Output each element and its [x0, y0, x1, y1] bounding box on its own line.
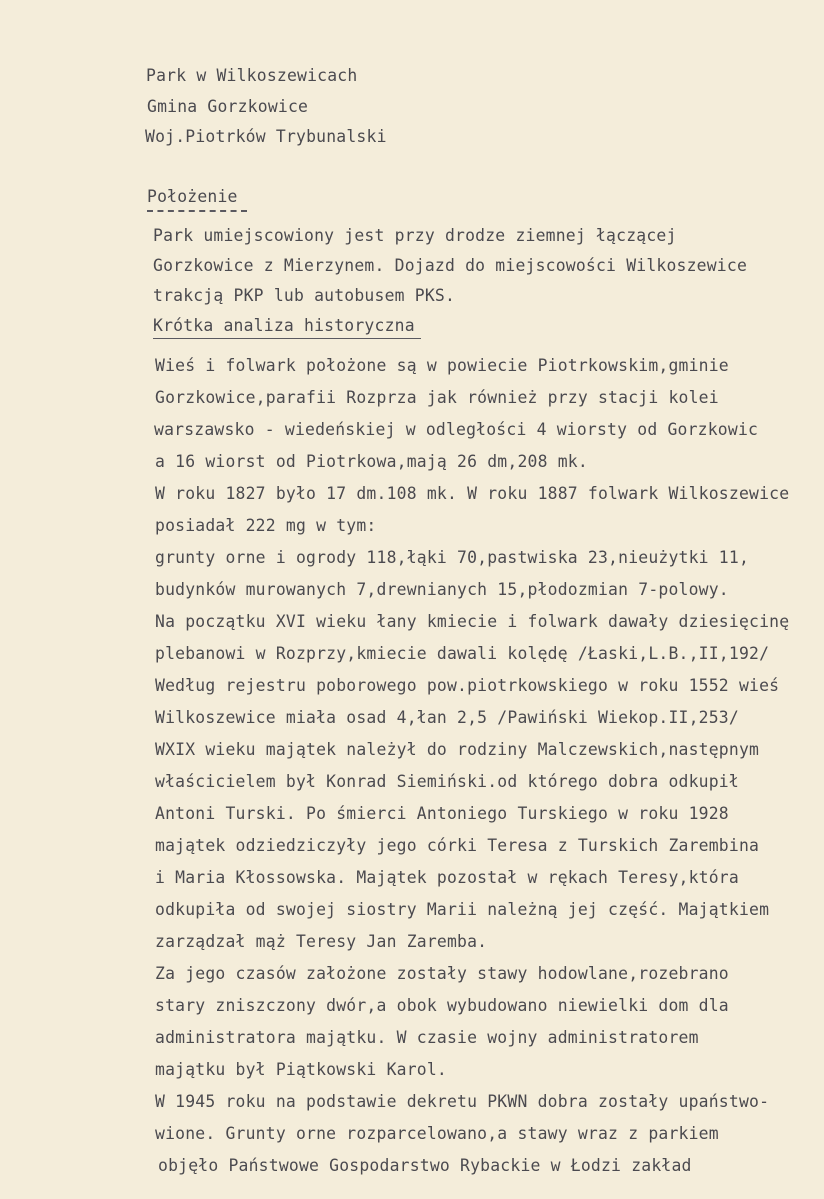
history-line: wione. Grunty orne rozparcelowano,a stawy wraz z parkiem — [155, 1124, 719, 1143]
header-line-wojewodztwo: Woj.Piotrków Trybunalski — [145, 127, 387, 146]
header-line-park: Park w Wilkoszewicach — [146, 66, 358, 85]
history-line: Na początku XVI wieku łany kmiecie i folwark dawały dziesięcinę — [155, 612, 790, 631]
location-line: trakcją PKP lub autobusem PKS. — [153, 286, 456, 305]
history-line: Według rejestru poborowego pow.piotrkowskiego w roku 1552 wieś — [155, 676, 780, 695]
heading-underline — [147, 210, 247, 212]
section-heading-history: Krótka analiza historyczna — [153, 316, 415, 335]
history-line: zarządzał mąż Teresy Jan Zaremba. — [155, 932, 488, 951]
heading-underline — [153, 338, 421, 339]
history-line: W roku 1827 było 17 dm.108 mk. W roku 1887 folwark Wilkoszewice — [155, 484, 790, 503]
history-line: stary zniszczony dwór,a obok wybudowano niewielki dom dla — [155, 996, 729, 1015]
history-line: Wilkoszewice miała osad 4,łan 2,5 /Pawiński Wiekop.II,253/ — [155, 708, 739, 727]
history-line: Wieś i folwark położone są w powiecie Piotrkowskim,gminie — [155, 356, 729, 375]
history-line: objęło Państwowe Gospodarstwo Rybackie w Łodzi zakład — [158, 1156, 692, 1175]
history-line: grunty orne i ogrody 118,łąki 70,pastwiska 23,nieużytki 11, — [155, 548, 750, 567]
history-line: majątku był Piątkowski Karol. — [155, 1060, 447, 1079]
location-line: Park umiejscowiony jest przy drodze ziemnej łączącej — [153, 226, 677, 245]
history-line: W 1945 roku na podstawie dekretu PKWN dobra zostały upaństwo- — [155, 1092, 770, 1111]
history-line: WXIX wieku majątek należył do rodziny Malczewskich,następnym — [155, 740, 760, 759]
section-heading-location: Położenie — [147, 187, 238, 206]
location-line: Gorzkowice z Mierzynem. Dojazd do miejscowości Wilkoszewice — [153, 256, 748, 275]
history-line: posiadał 222 mg w tym: — [155, 516, 377, 535]
history-line: plebanowi w Rozprzy,kmiecie dawali kolędę /Łaski,L.B.,II,192/ — [155, 644, 770, 663]
history-line: warszawsko - wiedeńskiej w odległości 4 wiorsty od Gorzkowic — [154, 420, 759, 439]
header-line-gmina: Gmina Gorzkowice — [147, 97, 309, 116]
history-line: administratora majątku. W czasie wojny administratorem — [155, 1028, 699, 1047]
history-line: Gorzkowice,parafii Rozprza jak również przy stacji kolei — [155, 388, 719, 407]
history-line: a 16 wiorst od Piotrkowa,mają 26 dm,208 mk. — [155, 452, 588, 471]
history-line: majątek odziedziczyły jego córki Teresa z Turskich Zarembina — [155, 836, 760, 855]
history-line: Antoni Turski. Po śmierci Antoniego Turskiego w roku 1928 — [155, 804, 729, 823]
history-line: odkupiła od swojej siostry Marii należną jej część. Majątkiem — [155, 900, 770, 919]
history-line: i Maria Kłossowska. Majątek pozostał w rękach Teresy,która — [155, 868, 739, 887]
history-line: Za jego czasów założone zostały stawy hodowlane,rozebrano — [155, 964, 729, 983]
history-line: budynków murowanych 7,drewnianych 15,płodozmian 7-polowy. — [155, 580, 729, 599]
history-line: właścicielem był Konrad Siemiński.od którego dobra odkupił — [155, 772, 739, 791]
